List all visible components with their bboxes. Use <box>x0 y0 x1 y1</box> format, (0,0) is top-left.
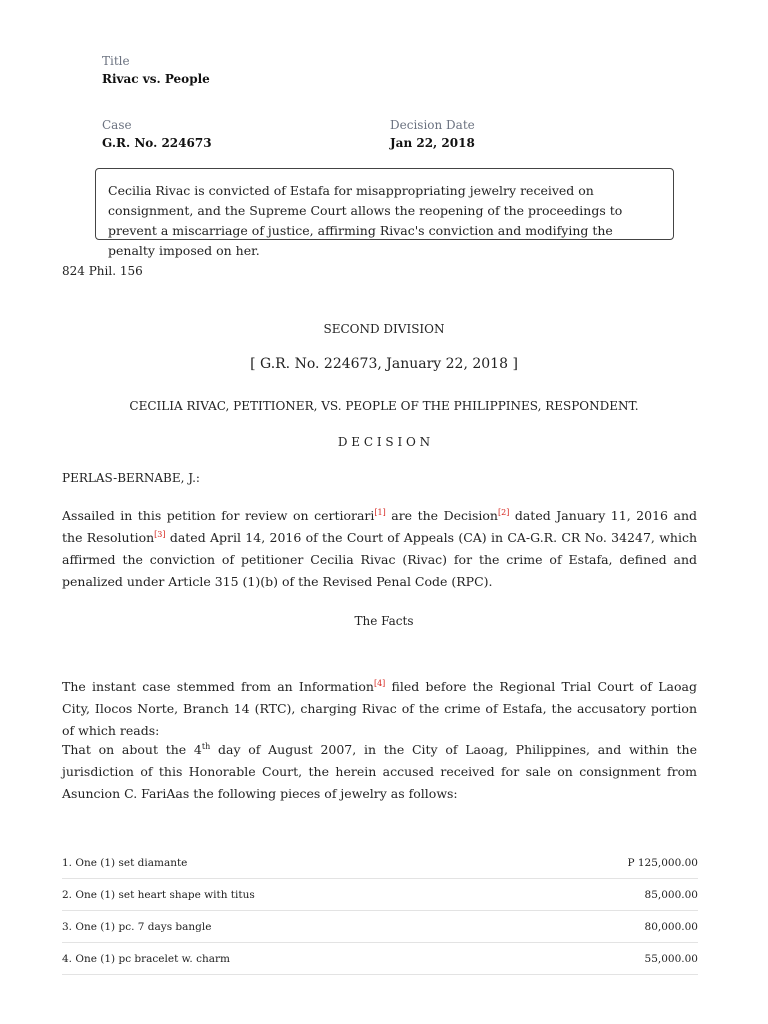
summary-box: Cecilia Rivac is convicted of Estafa for misappropriating jewelry received on consignment, and the Supreme Court allows the reopening of the proceedings to prevent a miscarriage of justice, affirming Rivac's conviction and modifying the penalty imposed on her. <box>95 168 674 240</box>
paragraph-information: The instant case stemmed from an Information[4] filed before the Regional Trial Court of Laoag City, Ilocos Norte, Branch 14 (RTC), charging Rivac of the crime of Estafa, the accusatory portion of which reads: <box>62 678 697 738</box>
footnote-2-link[interactable]: [2] <box>497 507 510 517</box>
parties-heading: CECILIA RIVAC, PETITIONER, VS. PEOPLE OF THE PHILIPPINES, RESPONDENT. <box>129 399 639 413</box>
decision-date-label: Decision Date <box>390 118 475 132</box>
footnote-1-link[interactable]: [1] <box>374 507 386 517</box>
jewelry-table <box>62 847 698 975</box>
jewelry-item: 4. One (1) pc bracelet w. charm <box>62 943 528 975</box>
gr-heading: [ G.R. No. 224673, January 22, 2018 ] <box>250 356 518 372</box>
table-row <box>62 847 698 879</box>
footnote-3-link[interactable]: [3] <box>154 529 166 539</box>
jewelry-item: 2. One (1) set heart shape with titus <box>62 879 528 911</box>
decision-date-value: Jan 22, 2018 <box>390 136 475 150</box>
citation: 824 Phil. 156 <box>62 264 143 278</box>
jewelry-item: 1. One (1) set diamante <box>62 847 528 879</box>
jewelry-amount: 80,000.00 <box>528 911 698 943</box>
table-row <box>62 879 698 911</box>
ponente: PERLAS-BERNABE, J.: <box>62 471 200 485</box>
table-row <box>62 943 698 975</box>
title-value: Rivac vs. People <box>102 72 210 86</box>
case-label: Case <box>102 118 132 132</box>
footnote-4-link[interactable]: [4] <box>373 678 386 688</box>
decision-heading: D E C I S I O N <box>337 435 431 449</box>
ordinal-suffix: th <box>201 741 211 751</box>
table-row <box>62 911 698 943</box>
case-value: G.R. No. 224673 <box>102 136 212 150</box>
paragraph-accusatory: That on about the 4th day of August 2007, in the City of Laoag, Philippines, and within the jurisdiction of this Honorable Court, the herein accused received for sale on consignment from Asuncion C. FariAas the following pieces of jewelry as follows: <box>62 741 697 801</box>
jewelry-amount: 55,000.00 <box>528 943 698 975</box>
jewelry-amount: P 125,000.00 <box>528 847 698 879</box>
division-heading: SECOND DIVISION <box>323 322 445 336</box>
jewelry-item: 3. One (1) pc. 7 days bangle <box>62 911 528 943</box>
jewelry-amount: 85,000.00 <box>528 879 698 911</box>
paragraph-intro: Assailed in this petition for review on certiorari[1] are the Decision[2] dated January 11, 2016 and the Resolution[3] dated April 14, 2016 of the Court of Appeals (CA) in CA-G.R. CR No. 34247, which affirmed the conviction of petitioner Cecilia Rivac (Rivac) for the crime of Estafa, defined and penalized under Article 315 (1)(b) of the Revised Penal Code (RPC). <box>62 507 698 589</box>
title-label: Title <box>102 54 130 68</box>
facts-heading: The Facts <box>354 614 414 628</box>
